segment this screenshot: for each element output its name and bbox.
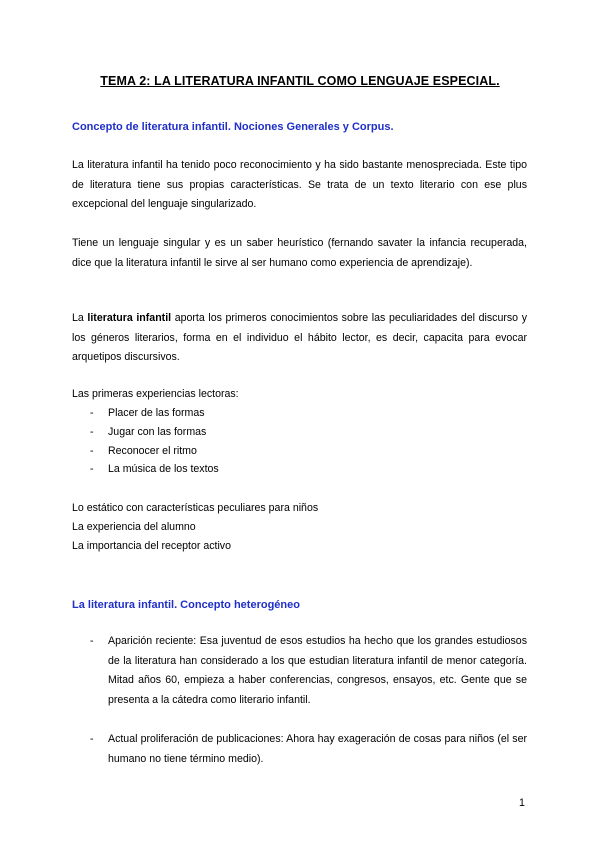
- list-item: [72, 423, 219, 442]
- paragraph-2: Tiene un lenguaje singular y es un saber heurístico (fernando savater la infancia recuperada, dice que la literatura infantil le sirve al ser humano como experiencia de aprendizaje).: [72, 237, 527, 269]
- paragraph-3-rest: aporta los primeros conocimientos sobre las peculiaridades del discurso y los géneros literarios, forma en el individuo el hábito lector, es decir, capacita para evocar arquetipos discursivos.: [72, 312, 527, 363]
- heterogeneous-list: [72, 632, 527, 710]
- paragraph-3-bold-term: literatura infantil: [87, 312, 172, 324]
- list-item-text: Reconocer el ritmo: [108, 444, 197, 457]
- bullet-item-text: Aparición reciente: Esa juventud de esos estudios ha hecho que los grandes estudiosos de la literatura han considerado a los que estudian literatura infantil de menor categoría. Mitad años 60, empieza a haber conferencias, congresos, ensayos, etc. Gente que se presenta a la cátedra como literario infantil.: [108, 635, 527, 706]
- dash-bullet: -: [90, 463, 94, 476]
- bullet-item-text: Actual proliferación de publicaciones: Ahora hay exageración de cosas para niños (el ser humano no tiene término medio).: [108, 733, 527, 765]
- list-item: [72, 460, 219, 479]
- list-item-text: La música de los textos: [108, 463, 219, 476]
- heterogeneous-list-2: [72, 730, 527, 769]
- paragraph-3-start: La: [72, 312, 88, 324]
- bullet-item: [72, 632, 527, 710]
- page-title: TEMA 2: LA LITERATURA INFANTIL COMO LENGUAJE ESPECIAL.: [100, 74, 500, 88]
- list-item-text: Placer de las formas: [108, 407, 205, 419]
- section-heading-heterogeneo: La literatura infantil. Concepto heterogéneo: [72, 599, 300, 611]
- dash-bullet: -: [90, 635, 94, 647]
- list-item: [72, 404, 219, 423]
- section-heading-concepto: Concepto de literatura infantil. Nociones Generales y Corpus.: [72, 121, 394, 133]
- dash-bullet: -: [90, 407, 94, 419]
- dash-bullet: -: [90, 425, 94, 438]
- text-line: La experiencia del alumno: [72, 521, 196, 533]
- dash-bullet: -: [90, 444, 94, 457]
- experiences-list: [72, 404, 219, 479]
- list-item-text: Jugar con las formas: [108, 425, 207, 438]
- text-line: Lo estático con características peculiares para niños: [72, 502, 319, 514]
- dash-bullet: -: [90, 733, 94, 745]
- list-item: [72, 442, 219, 461]
- paragraph-3: [72, 309, 527, 368]
- page-number: 1: [519, 797, 525, 809]
- paragraph-1: La literatura infantil ha tenido poco reconocimiento y ha sido bastante menospreciada. Este tipo de literatura tiene sus propias características. Se trata de un texto literario con ese plus excepcional del lenguaje singularizado.: [72, 159, 527, 210]
- list-intro: Las primeras experiencias lectoras:: [72, 388, 239, 400]
- text-line: La importancia del receptor activo: [72, 540, 231, 552]
- bullet-item: [72, 730, 527, 769]
